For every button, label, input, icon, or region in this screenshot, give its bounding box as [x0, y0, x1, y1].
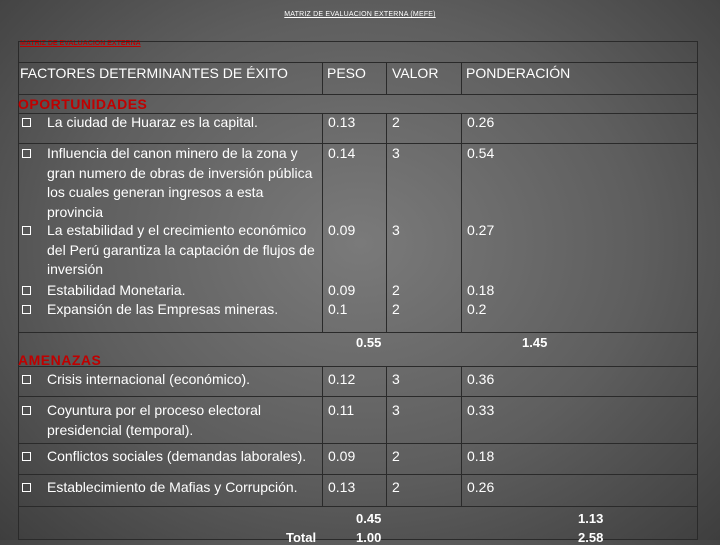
- opportunity-peso: 0.13: [328, 114, 356, 130]
- opportunity-peso: 0.09: [328, 282, 356, 298]
- matrix-caption: MATRIZ DE EVALUACION EXTERNA: [20, 40, 141, 47]
- column-divider: [386, 366, 387, 506]
- column-divider: [386, 62, 387, 94]
- threat-ponderacion: 0.33: [467, 402, 495, 418]
- threat-ponderacion: 0.18: [467, 448, 495, 464]
- opportunity-valor: 2: [392, 301, 400, 317]
- column-divider: [461, 366, 462, 506]
- opportunity-factor: Estabilidad Monetaria.: [47, 282, 186, 298]
- opportunity-valor: 2: [392, 282, 400, 298]
- bullet-square-icon: [22, 118, 31, 127]
- column-divider: [322, 113, 323, 332]
- opportunity-peso: 0.09: [328, 222, 356, 238]
- threat-factor: Crisis internacional (económico).: [47, 371, 251, 387]
- header-ponderacion: PONDERACIÓN: [466, 65, 571, 81]
- threat-peso: 0.11: [328, 402, 355, 418]
- threat-factor: Establecimiento de Mafias y Corrupción.: [47, 479, 298, 495]
- bullet-square-icon: [22, 226, 31, 235]
- bullet-square-icon: [22, 375, 31, 384]
- threat-peso: 0.09: [328, 448, 356, 464]
- bullet-square-icon: [22, 406, 31, 415]
- document-title: MATRIZ DE EVALUACION EXTERNA (MEFE): [284, 11, 436, 18]
- row-line: [18, 396, 698, 397]
- bullet-square-icon: [22, 305, 31, 314]
- column-divider: [461, 62, 462, 94]
- threats-subtotal-peso: 0.45: [356, 511, 382, 526]
- opportunity-valor: 3: [392, 222, 400, 238]
- opportunities-label: OPORTUNIDADES: [18, 96, 148, 112]
- opportunity-peso: 0.14: [328, 145, 356, 161]
- opportunity-valor: 2: [392, 114, 400, 130]
- threat-factor: Coyuntura por el proceso electoral presidencial (temporal).: [47, 402, 262, 438]
- opportunity-ponderacion: 0.54: [467, 145, 495, 161]
- row-line: [18, 506, 698, 507]
- opportunity-valor: 3: [392, 145, 400, 161]
- column-divider: [322, 366, 323, 506]
- row-line: [18, 443, 698, 444]
- total-ponderacion: 2.58: [578, 530, 604, 545]
- threat-peso: 0.13: [328, 479, 356, 495]
- opportunities-subtotal-peso: 0.55: [356, 335, 382, 350]
- total-peso: 1.00: [356, 530, 382, 545]
- threat-ponderacion: 0.36: [467, 371, 495, 387]
- column-divider: [386, 113, 387, 332]
- bullet-square-icon: [22, 286, 31, 295]
- opportunity-ponderacion: 0.27: [467, 222, 495, 238]
- threat-factor: Conflictos sociales (demandas laborales).: [47, 448, 307, 464]
- threat-valor: 3: [392, 371, 400, 387]
- opportunity-factor: Expansión de las Empresas mineras.: [47, 301, 279, 317]
- bullet-square-icon: [22, 149, 31, 158]
- opportunity-ponderacion: 0.18: [467, 282, 495, 298]
- bullet-square-icon: [22, 483, 31, 492]
- threats-subtotal-ponderacion: 1.13: [578, 511, 604, 526]
- threats-label: AMENAZAS: [18, 352, 102, 368]
- total-label: Total: [286, 530, 317, 545]
- opportunity-peso: 0.1: [328, 301, 348, 317]
- opportunity-factor: Influencia del canon minero de la zona y gran numero de obras de inversión pública los cuales generan ingresos a esta provincia: [47, 145, 313, 220]
- threat-peso: 0.12: [328, 371, 356, 387]
- column-divider: [322, 62, 323, 94]
- header-peso: PESO: [327, 65, 366, 81]
- header-valor: VALOR: [392, 65, 439, 81]
- header-bottom-line: [18, 94, 698, 95]
- threat-valor: 3: [392, 402, 400, 418]
- threat-valor: 2: [392, 448, 400, 464]
- column-divider: [461, 113, 462, 332]
- opportunity-factor: La ciudad de Huaraz es la capital.: [47, 114, 258, 130]
- opportunity-factor: La estabilidad y el crecimiento económico del Perú garantiza la captación de flujos de inversión: [47, 222, 315, 277]
- row-line: [18, 366, 698, 367]
- row-line: [18, 474, 698, 475]
- opportunities-subtotal-ponderacion: 1.45: [522, 335, 548, 350]
- opportunity-ponderacion: 0.2: [467, 301, 487, 317]
- opportunity-ponderacion: 0.26: [467, 114, 495, 130]
- header-factor: FACTORES DETERMINANTES DE ÉXITO: [20, 65, 288, 81]
- header-top-line: [18, 62, 698, 63]
- row-line: [18, 332, 698, 333]
- threat-ponderacion: 0.26: [467, 479, 495, 495]
- threat-valor: 2: [392, 479, 400, 495]
- bullet-square-icon: [22, 452, 31, 461]
